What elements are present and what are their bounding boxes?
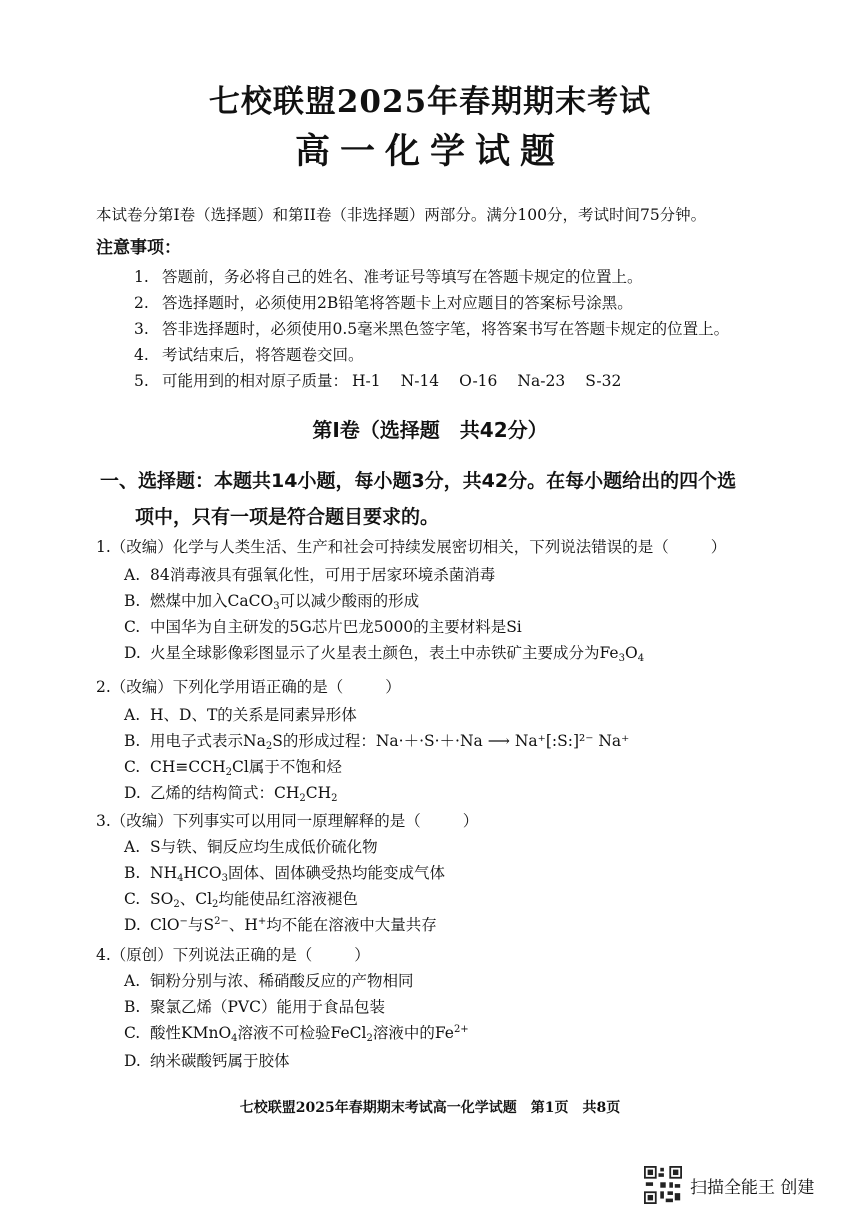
option-text: 固体、固体碘受热均能变成气体 [227,864,445,882]
option-text: 、 [179,890,196,908]
option-text: S与铁、铜反应均生成低价硫化物 [150,838,378,856]
option-label: D. [124,644,141,662]
answer-paren-close: ） [354,946,370,964]
question-2-stem [96,675,401,697]
option-label: A. [124,972,141,990]
part-instructions-line1: 一、选择题：本题共14小题，每小题3分，共42分。在每小题给出的四个选 [100,470,737,492]
notice-num: 5. [134,372,149,390]
option-label: A. [124,838,141,856]
notice-heading: 注意事项： [96,238,181,258]
question-3-stem [96,809,478,831]
subscript: 3 [221,873,228,884]
option-text: 火星全球影像彩图显示了火星表土颜色，表土中赤铁矿主要成分为 [150,644,600,662]
option-label: A. [124,566,141,584]
formula: ClO [150,916,180,934]
intro-text: 本试卷分第I卷（选择题）和第II卷（非选择题）两部分。满分100分，考试时间75分钟。 [96,206,707,224]
option-text: 用电子式表示 [150,732,244,750]
q2-option-b [124,729,629,752]
formula: KMnO [181,1024,232,1042]
notice-num: 4. [134,346,149,364]
answer-paren-close: ） [385,678,401,696]
subscript: 3 [273,601,280,612]
option-label: C. [124,890,141,908]
notice-text: 答选择题时，必须使用2B铅笔将答题卡上对应题目的答案标号涂黑。 [162,294,633,312]
subscript: 4 [637,653,645,664]
subscript: 2 [265,741,273,752]
option-label: A. [124,706,141,724]
option-text: 84消毒液具有强氧化性，可用于居家环境杀菌消毒 [150,566,496,584]
q3-option-d [124,913,437,935]
exam-title: 七校联盟2025年春期期末考试 [208,84,652,120]
subscript: 2 [225,767,232,778]
option-text: H、D、T的关系是同素异形体 [150,706,357,724]
exam-subject: 高一化学试题 [294,131,565,172]
option-label: C. [124,618,141,636]
option-label: B. [124,864,141,882]
option-text: 的形成过程： [282,732,376,750]
q3-option-b [124,861,445,884]
notice-num: 1. [134,268,149,286]
option-text: 纳米碳酸钙属于胶体 [150,1052,290,1070]
q4-option-b [124,995,385,1017]
subscript: 2 [173,899,180,910]
question-4-stem [96,943,370,965]
notice-item [134,343,364,365]
q2-option-a [124,703,357,725]
option-label: C. [124,758,141,776]
notice-item [134,317,729,339]
superscript: + [257,916,267,927]
formula: Fe [599,644,619,662]
section-title: 第I卷（选择题 共42分） [312,418,548,442]
subscript: 2 [331,793,338,804]
q1-option-a [124,563,495,585]
subscript: 4 [231,1033,238,1044]
formula: O [624,644,638,662]
option-label: B. [124,998,141,1016]
superscript: 2− [214,916,229,927]
question-1-stem [96,535,726,557]
formula: Na [243,732,266,750]
subscript: 2 [366,1033,373,1044]
option-label: C. [124,1024,141,1042]
atomic-mass: Na-23 [517,372,566,390]
atomic-mass: S-32 [585,372,622,390]
scanner-watermark-text: 扫描全能王 创建 [690,1177,815,1198]
formula: CH≡CCH [150,758,226,776]
option-label: D. [124,916,141,934]
option-text: 溶液中的 [372,1024,435,1042]
notice-text: 答非选择题时，必须使用0.5毫米黑色签字笔，将答案书写在答题卡规定的位置上。 [162,320,730,338]
question-stem-text: 1.（改编）化学与人类生活、生产和社会可持续发展密切相关，下列说法错误的是（ [96,538,669,556]
notice-item [134,265,643,287]
q1-option-d [124,641,644,664]
q4-option-a [124,969,414,991]
option-text: 聚氯乙烯（PVC）能用于食品包装 [150,998,385,1016]
question-stem-text: 3.（改编）下列事实可以用同一原理解释的是（ [96,812,421,830]
q3-option-a [124,835,378,857]
notice-num: 3. [134,320,149,338]
atomic-mass: H-1 [352,372,381,390]
notice-text: 考试结束后，将答题卷交回。 [162,346,364,364]
q4-option-c [124,1021,469,1044]
formula: Cl [231,758,249,776]
option-text: 乙烯的结构简式： [150,784,275,802]
subscript: 4 [177,873,184,884]
atomic-mass-prefix: 可能用到的相对原子质量： [162,372,349,390]
subscript: 2 [299,793,306,804]
q1-option-c [124,615,522,637]
electron-formula: Na·＋·S·＋·Na ⟶ Na⁺[:S:]²⁻ Na⁺ [375,732,630,750]
option-text: 酸性 [150,1024,182,1042]
option-label: B. [124,732,141,750]
qr-code-icon [644,1166,682,1204]
notice-item [134,291,633,313]
answer-paren-close: ） [710,538,727,556]
q2-option-d [124,781,338,804]
formula: H [244,916,258,934]
superscript: − [179,916,188,927]
q2-option-c [124,755,342,778]
atomic-mass: O-16 [459,372,498,390]
subscript: 2 [212,899,219,910]
option-text: 均不能在溶液中大量共存 [266,916,437,934]
answer-paren-close: ） [462,812,479,830]
option-text: 与 [187,916,204,934]
question-stem-text: 4.（原创）下列说法正确的是（ [96,946,313,964]
option-text: 均能使品红溶液褪色 [218,890,358,908]
option-text: 中国华为自主研发的5G芯片巴龙5000的主要材料是Si [150,618,522,636]
option-label: D. [124,784,141,802]
notice-text: 答题前，务必将自己的姓名、准考证号等填写在答题卡规定的位置上。 [162,268,643,286]
formula: S [203,916,215,934]
superscript: 2+ [453,1024,469,1035]
q1-option-b [124,589,419,612]
option-text: 可以减少酸雨的形成 [279,592,420,610]
formula: S [272,732,283,750]
formula: FeCl [330,1024,367,1042]
option-label: D. [124,1052,141,1070]
subscript: 3 [618,653,625,664]
q4-option-d [124,1049,290,1071]
formula: CH [274,784,300,802]
formula: NH [150,864,178,882]
option-label: B. [124,592,141,610]
page-footer: 七校联盟2025年春期期末考试高一化学试题 第1页 共8页 [239,1100,621,1116]
notice-num: 2. [134,294,149,312]
option-text: 溶液不可检验 [237,1024,331,1042]
option-text: 铜粉分别与浓、稀硝酸反应的产物相同 [150,972,414,990]
option-text: 、 [228,916,245,934]
formula: HCO [183,864,222,882]
formula: CaCO [227,592,274,610]
option-text: 燃煤中加入 [150,592,228,610]
question-stem-text: 2.（改编）下列化学用语正确的是（ [96,678,344,696]
formula: Cl [195,890,213,908]
notice-item-atomic-mass [134,369,641,391]
formula: CH [305,784,332,802]
q3-option-c [124,887,358,910]
option-text: 属于不饱和烃 [248,758,342,776]
atomic-mass: N-14 [400,372,440,390]
formula: SO [150,890,174,908]
formula: Fe [434,1024,454,1042]
scanner-watermark [644,1166,814,1204]
part-instructions-line2: 项中，只有一项是符合题目要求的。 [135,506,440,528]
